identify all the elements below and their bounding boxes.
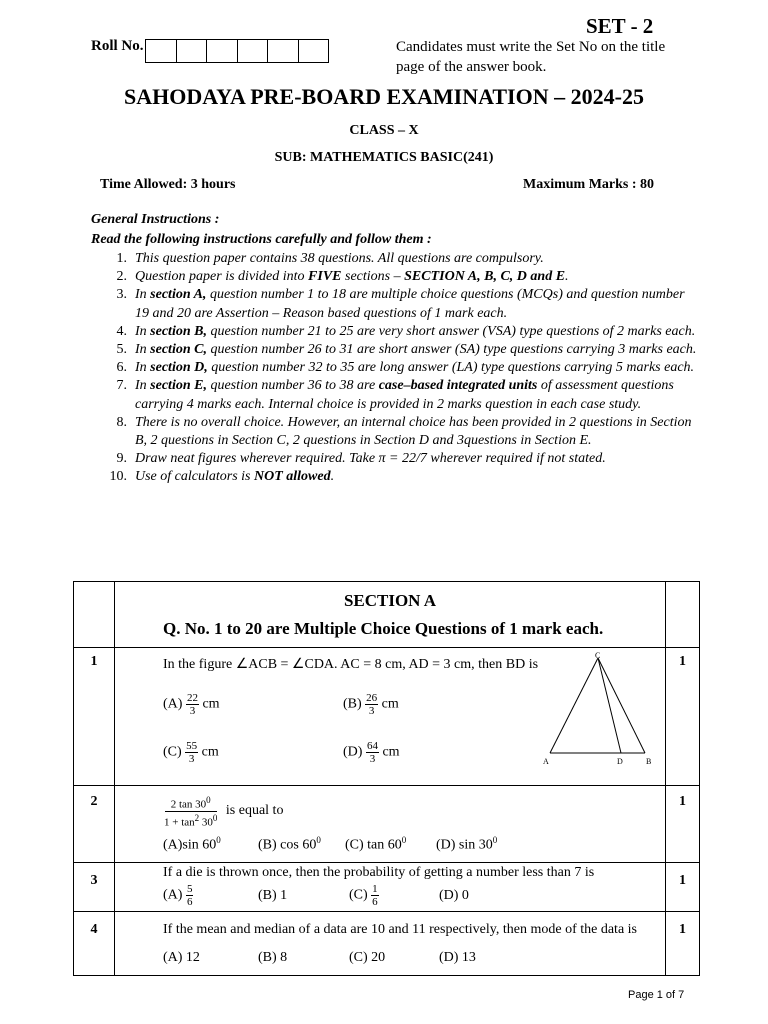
- option-d: (D) 0: [439, 888, 469, 903]
- instructions-title: General Instructions :: [91, 212, 220, 227]
- roll-number-boxes[interactable]: [145, 39, 329, 63]
- question-number: 2: [74, 786, 115, 863]
- roll-box[interactable]: [207, 40, 238, 62]
- question-number: 3: [74, 863, 115, 912]
- roll-box[interactable]: [299, 40, 329, 62]
- roll-box[interactable]: [268, 40, 299, 62]
- question-text: If a die is thrown once, then the probability of getting a number less than 7 is: [163, 865, 595, 880]
- instruction-item: [100, 450, 700, 468]
- section-header: [115, 582, 666, 648]
- question-1: [115, 648, 666, 786]
- instruction-number: 1.: [116, 251, 127, 266]
- instruction-text: Question paper is divided into FIVE sections – SECTION A, B, C, D and E.: [135, 269, 569, 285]
- roll-box[interactable]: [146, 40, 177, 62]
- set-number: SET - 2: [586, 14, 654, 38]
- instruction-item: [100, 250, 700, 268]
- instruction-item: [100, 268, 700, 286]
- section-title: SECTION A: [343, 591, 437, 610]
- question-4: [115, 912, 666, 976]
- page-footer: Page 1 of 7: [628, 989, 685, 1001]
- triangle-figure: [535, 650, 675, 766]
- roll-box[interactable]: [238, 40, 269, 62]
- questions-table: [73, 581, 700, 976]
- instruction-item: [100, 323, 700, 341]
- instructions-subtitle: Read the following instructions carefully and follow them :: [91, 232, 432, 247]
- option-a: (A) 12: [163, 950, 200, 965]
- section-header-blank: [666, 582, 700, 648]
- question-2: [115, 786, 666, 863]
- question-marks: 1: [666, 648, 700, 786]
- instruction-number: 9.: [116, 451, 127, 467]
- question-3: [115, 863, 666, 912]
- question-marks: 1: [666, 786, 700, 863]
- option-d: (D) $\frac{64}{3}$ cm: [343, 740, 400, 765]
- roll-number-label: Roll No.: [91, 38, 144, 54]
- figure-label-c: C: [595, 651, 601, 660]
- section-subtitle: Q. No. 1 to 20 are Multiple Choice Questions of 1 mark each.: [163, 619, 604, 638]
- instruction-number: 2.: [116, 269, 127, 285]
- instruction-number: 7.: [116, 378, 127, 394]
- instruction-text: In section D, question number 32 to 35 are long answer (LA) type questions carrying 5 marks each.: [135, 360, 695, 376]
- maximum-marks: Maximum Marks : 80: [523, 177, 655, 192]
- option-d: (D) 13: [439, 950, 476, 965]
- instructions-list: [100, 250, 700, 487]
- class-label: CLASS – X: [349, 123, 419, 138]
- question-expression: $\frac{2 \tan 30^0}{1 + \tan^2 30^0}$ is equal to: [164, 795, 284, 829]
- instruction-text: In section C, question number 26 to 31 are short answer (SA) type questions carrying 3 marks each.: [135, 342, 697, 358]
- option-b: (B) 8: [258, 950, 288, 965]
- candidate-note: Candidates must write the Set No on the title page of the answer book.: [396, 39, 666, 75]
- question-number: 1: [74, 648, 115, 786]
- option-a: (A) $\frac{5}{6}$: [163, 883, 193, 908]
- option-a: (A) $\frac{22}{3}$ cm: [163, 692, 220, 717]
- subject-label: SUB: MATHEMATICS BASIC(241): [274, 150, 494, 165]
- section-header-blank: [74, 582, 115, 648]
- question-marks: 1: [666, 912, 700, 976]
- instruction-number: 5.: [116, 342, 127, 358]
- exam-title: SAHODAYA PRE-BOARD EXAMINATION – 2024-25: [124, 84, 644, 109]
- time-allowed: Time Allowed: 3 hours: [100, 177, 236, 192]
- instruction-item: [100, 286, 700, 322]
- option-b: (B) $\cos 60^0$: [258, 835, 321, 853]
- option-d: (D) $\sin 30^0$: [436, 835, 498, 853]
- option-a: (A)sin $60^0$: [163, 835, 221, 853]
- figure-label-b: B: [646, 757, 652, 766]
- option-c: (C) 20: [349, 950, 386, 965]
- question-text: In the figure ∠ACB = ∠CDA. AC = 8 cm, AD = 3 cm, then BD is: [163, 657, 539, 672]
- instruction-text: There is no overall choice. However, an internal choice has been provided in 2 questions in Section B, 2 questions in Section C, 2 questions in Section D and 3questions in Section E.: [135, 414, 692, 449]
- instruction-item: [100, 377, 700, 413]
- option-b: (B) $\frac{26}{3}$ cm: [343, 692, 399, 717]
- instruction-item: [100, 341, 700, 359]
- option-b: (B) 1: [258, 888, 288, 903]
- instruction-text: Use of calculators is NOT allowed.: [135, 469, 335, 485]
- instruction-item: [100, 468, 700, 486]
- instruction-number: 3.: [116, 287, 127, 303]
- instruction-number: 10.: [109, 469, 127, 485]
- instruction-item: [100, 414, 700, 450]
- instruction-number: 4.: [116, 323, 127, 339]
- instruction-text: In section B, question number 21 to 25 are very short answer (VSA) type questions of 2 marks each.: [135, 323, 696, 339]
- question-text: If the mean and median of a data are 10 and 11 respectively, then mode of the data is: [163, 922, 637, 937]
- figure-label-a: A: [543, 757, 549, 766]
- option-c: (C) $\frac{1}{6}$: [349, 883, 378, 908]
- question-number: 4: [74, 912, 115, 976]
- instruction-number: 6.: [116, 360, 127, 376]
- instruction-number: 8.: [116, 414, 127, 430]
- instruction-text: In section A, question number 1 to 18 are multiple choice questions (MCQs) and question number 19 and 20 are Assertion – Reason based questions of 1 mark each.: [135, 287, 685, 321]
- instruction-text: This question paper contains 38 questions. All questions are compulsory.: [135, 251, 544, 266]
- option-c: (C) $\frac{55}{3}$ cm: [163, 740, 219, 765]
- question-marks: 1: [666, 863, 700, 912]
- figure-label-d: D: [617, 757, 623, 766]
- instruction-text: In section E, question number 36 to 38 are case–based integrated units of assessment questions carrying 4 marks each. Internal choice is provided in 2 marks question in each case study.: [135, 378, 674, 412]
- option-c: (C) $\tan 60^0$: [345, 835, 407, 853]
- instruction-text: Draw neat figures wherever required. Take π = 22/7 wherever required if not stated.: [135, 451, 606, 467]
- instruction-item: [100, 359, 700, 377]
- roll-box[interactable]: [177, 40, 208, 62]
